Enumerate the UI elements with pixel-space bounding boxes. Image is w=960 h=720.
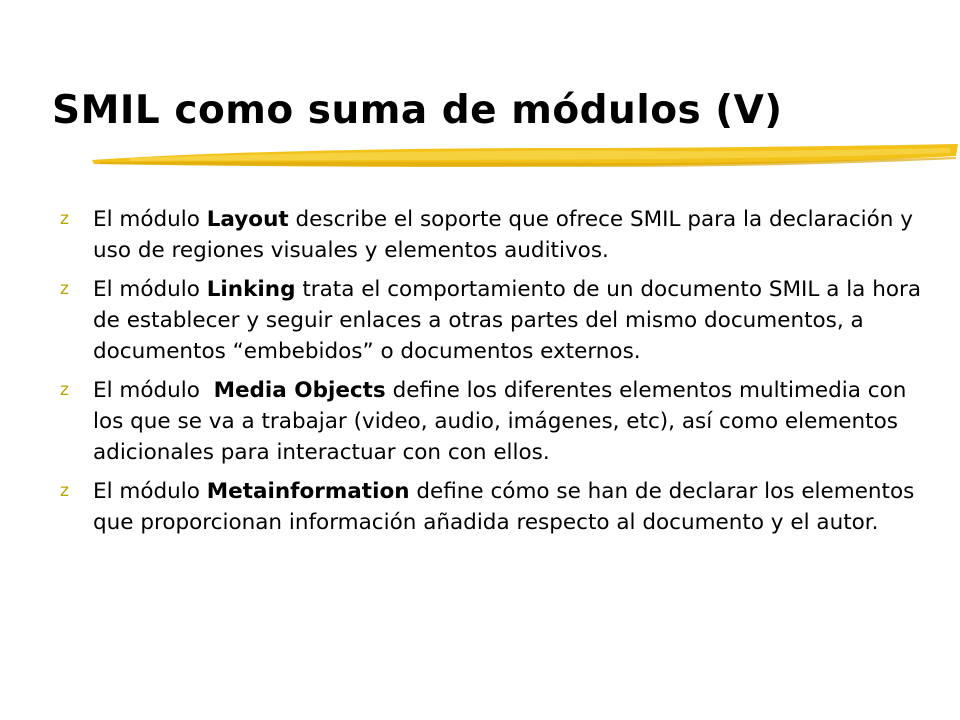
bullet-text: define los diferentes elementos multimedia con los que se va a trabajar (video, audio, imágenes, etc), así como elementos adicionales para interactuar con con ellos. [93, 378, 907, 465]
bullet-text: El módulo [93, 378, 214, 403]
bullet-text: El módulo [93, 207, 207, 232]
title-underline-brush-stroke [90, 136, 960, 176]
bullet-bold-term: Metainformation [206, 479, 410, 504]
bullet-item-metainformation [60, 476, 940, 538]
bullet-text: define cómo se han de declarar los elementos que proporcionan información añadida respecto al documento y el autor. [93, 479, 915, 535]
bullet-text: El módulo [93, 277, 207, 302]
bullet-marker-icon: z [60, 481, 69, 501]
bullet-item-layout [60, 204, 940, 266]
bullet-bold-term: Layout [206, 207, 289, 232]
bullet-marker-icon: z [60, 380, 69, 400]
slide-title: SMIL como suma de módulos (V) [52, 88, 783, 133]
bullet-item-linking [60, 274, 940, 367]
bullet-bold-term: Media Objects [213, 378, 386, 403]
bullet-bold-term: Linking [206, 277, 296, 302]
bullet-item-media-objects [60, 375, 940, 468]
bullet-marker-icon: z [60, 209, 69, 229]
bullet-text: El módulo [93, 479, 207, 504]
bullet-text: trata el comportamiento de un documento SMIL a la hora de establecer y seguir enlaces a otras partes del mismo documentos, a documentos “embebidos” o documentos externos. [93, 277, 921, 364]
bullet-marker-icon: z [60, 279, 69, 299]
bullet-list [60, 204, 940, 546]
bullet-text: describe el soporte que ofrece SMIL para la declaración y uso de regiones visuales y elementos auditivos. [93, 207, 913, 263]
